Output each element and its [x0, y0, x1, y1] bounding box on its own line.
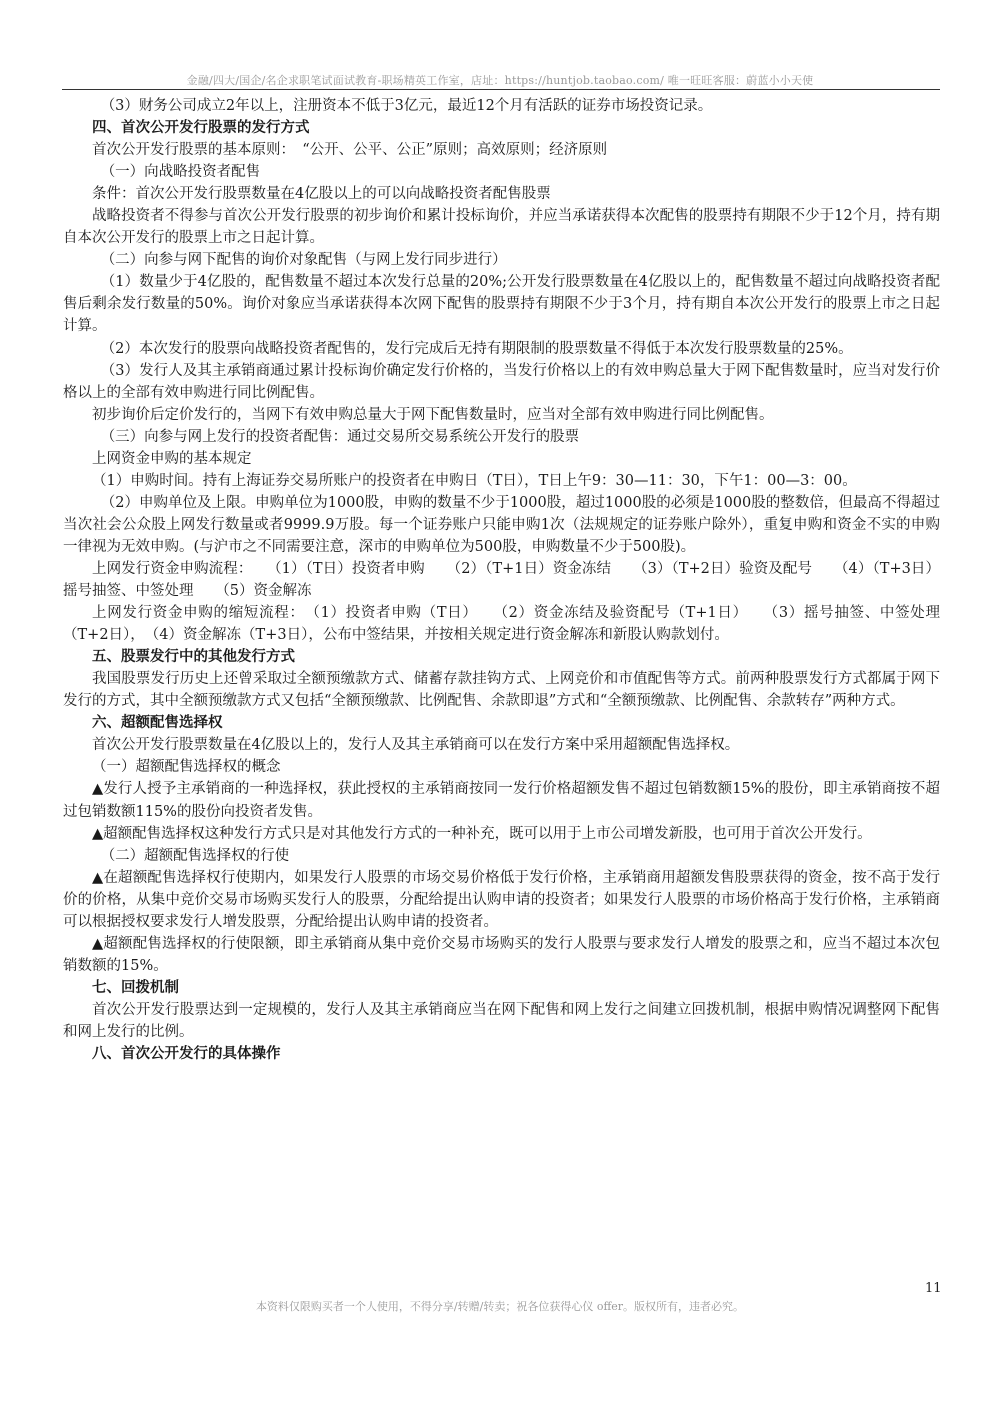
page-number: 11 [925, 1281, 942, 1296]
page-header: 金融/四大/国企/名企求职笔试面试教育-职场精英工作室，店址：https://huntjob.taobao.com/ 唯一旺旺客服：蔚蓝小小天使 [186, 74, 814, 87]
subsection-heading: （三）向参与网上发行的投资者配售：通过交易所交易系统公开发行的股票 [100, 428, 580, 445]
subsection-heading: （一）超额配售选择权的概念 [92, 759, 281, 776]
paragraph: 初步询价后定价发行的，当网下有效申购总量大于网下配售数量时，应当对全部有效申购进行同比例配售。 [92, 406, 774, 423]
section-heading-5: 五、股票发行中的其他发行方式 [92, 648, 295, 666]
paragraph: （2）本次发行的股票向战略投资者配售的，发行完成后无持有期限制的股票数量不得低于本次发行股票数量的25%。 [100, 340, 853, 357]
paragraph: （1）申购时间。持有上海证券交易所账户的投资者在申购日（T日），T日上午9：30—11：30，下午1：00—3：00。 [92, 472, 857, 489]
paragraph: 战略投资者不得参与首次公开发行股票的初步询价和累计投标询价，并应当承诺获得本次配售的股票持有期限不少于12个月，持有期自本次公开发行的股票上市之日起计算。 [63, 208, 940, 247]
paragraph: 首次公开发行股票数量在4亿股以上的，发行人及其主承销商可以在发行方案中采用超额配售选择权。 [92, 737, 740, 754]
paragraph: （1）数量少于4亿股的，配售数量不超过本次发行总量的20%;公开发行股票数量在4亿股以上的，配售数量不超过向战略投资者配售后剩余发行数量的50%。询价对象应当承诺获得本次网下配售的股票持有期限不少于3个月，持有期自本次公开发行的股票上市之日起计算。 [63, 274, 940, 335]
paragraph: 我国股票发行历史上还曾采取过全额预缴款方式、储蓄存款挂钩方式、上网竞价和市值配售等方式。前两种股票发行方式都属于网下发行的方式，其中全额预缴款方式又包括“全额预缴款、比例配售、余款即退”方式和“全额预缴款、比例配售、余款转存”两种方式。 [63, 671, 940, 710]
paragraph: 上网资金申购的基本规定 [92, 450, 252, 467]
paragraph: （2）申购单位及上限。申购单位为1000股，申购的数量不少于1000股，超过1000股的必须是1000股的整数倍，但最高不得超过当次社会公众股上网发行数量或者9999.9万股。每一个证券账户只能申购1次（法规规定的证券账户除外），重复申购和资金不实的申购一律视为无效申购。(与沪市之不同需要注意，深市的申购单位为500股，申购数量不少于500股)。 [63, 494, 940, 555]
section-heading-4: 四、首次公开发行股票的发行方式 [92, 119, 310, 137]
paragraph: 上网发行资金申购的缩短流程： （1）投资者申购（T日） （2）资金冻结及验资配号（T+1日） （3）摇号抽签、中签处理（T+2日）， （4）资金解冻（T+3日），公布中签结果，并按相关规定进行资金解冻和新股认购款划付。 [63, 605, 940, 644]
section-heading-7: 七、回拨机制 [92, 978, 179, 996]
subsection-heading: （二）向参与网下配售的询价对象配售（与网上发行同步进行） [100, 252, 507, 269]
paragraph: 条件：首次公开发行股票数量在4亿股以上的可以向战略投资者配售股票 [92, 186, 551, 203]
paragraph: （3）发行人及其主承销商通过累计投标询价确定发行价格的，当发行价格以上的有效申购总量大于网下配售数量时，应当对发行价格以上的全部有效申购进行同比例配售。 [63, 362, 940, 401]
subsection-heading: （一）向战略投资者配售 [100, 164, 261, 181]
paragraph: ▲超额配售选择权这种发行方式只是对其他发行方式的一种补充，既可以用于上市公司增发新股，也可用于首次公开发行。 [92, 825, 872, 842]
section-heading-6: 六、超额配售选择权 [92, 714, 223, 732]
paragraph: ▲在超额配售选择权行使期内，如果发行人股票的市场交易价格低于发行价格，主承销商用超额发售股票获得的资金，按不高于发行价的价格，从集中竞价交易市场购买发行人的股票，分配给提出认购申请的投资者；如果发行人股票的市场价格高于发行价格，主承销商可以根据授权要求发行人增发股票，分配给提出认购申请的投资者。 [63, 869, 940, 930]
paragraph: 首次公开发行股票的基本原则： “公开、公平、公正”原则；高效原则；经济原则 [92, 142, 608, 159]
paragraph: ▲超额配售选择权的行使限额，即主承销商从集中竞价交易市场购买的发行人股票与要求发行人增发的股票之和，应当不超过本次包销数额的15%。 [63, 935, 940, 974]
header-divider [62, 89, 940, 90]
subsection-heading: （二）超额配售选择权的行使 [100, 847, 290, 864]
section-heading-8: 八、首次公开发行的具体操作 [92, 1045, 281, 1063]
page-footer: 本资料仅限购买者一个人使用，不得分享/转赠/转卖；祝各位获得心仪 offer。版权所有，违者必究。 [255, 1300, 745, 1313]
paragraph: （3）财务公司成立2年以上，注册资本不低于3亿元，最近12个月有活跃的证券市场投资记录。 [100, 98, 713, 114]
paragraph: 首次公开发行股票达到一定规模的，发行人及其主承销商应当在网下配售和网上发行之间建立回拨机制，根据申购情况调整网下配售和网上发行的比例。 [63, 1001, 940, 1040]
paragraph: ▲发行人授予主承销商的一种选择权，获此授权的主承销商按同一发行价格超额发售不超过包销数额15%的股份，即主承销商按不超过包销数额115%的股份向投资者发售。 [63, 781, 940, 820]
document-body [63, 95, 940, 1065]
paragraph: 上网发行资金申购流程： （1）（T日）投资者申购 （2）（T+1日）资金冻结 （3）（T+2日）验资及配号 （4）（T+3日）摇号抽签、中签处理 （5）资金解冻 [63, 560, 940, 600]
